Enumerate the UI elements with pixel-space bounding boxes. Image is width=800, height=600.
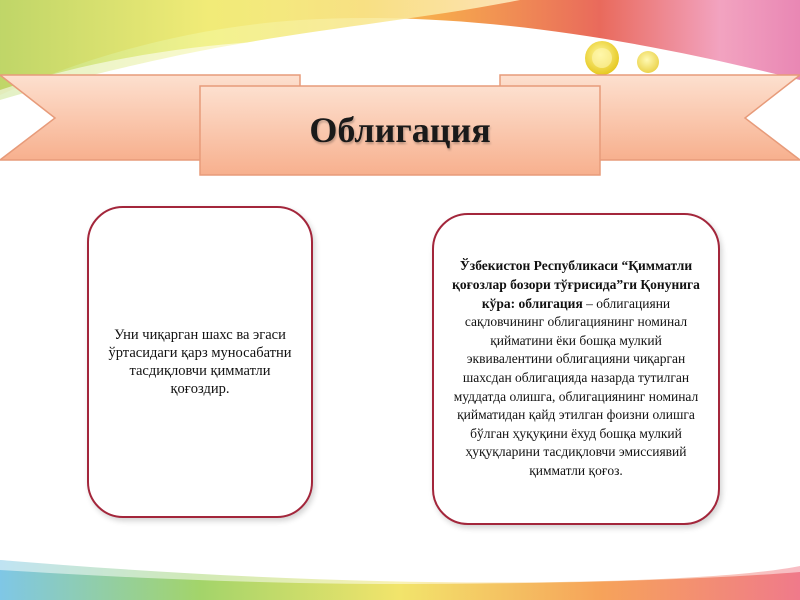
left-card-text: Уни чиқарган шахс ва эгаси ўртасидаги қарз муносабатни тасдиқловчи қимматли қоғоздир. (108, 327, 292, 397)
definition-card-left (87, 206, 313, 518)
slide-title: Облигация (309, 110, 491, 150)
definition-card-right (432, 213, 720, 525)
right-card-bold-text: Ўзбекистон Республикаси “Қимматли қоғозлар бозори тўғрисида”ги Қонунига кўра: облигация (452, 258, 700, 311)
right-card-content (448, 257, 704, 480)
right-card-text: – облигацияни сақловчининг облигациянинг номинал қийматини ёки бошқа мулкий эквивалентини облигацияни чиқарган шахсдан облигацияда назарда тутилган муддатда олишга, облигациянинг номинал қийматидан қайд этилган фоизни олишга бўлган ҳуқуқини ёхуд бошқа мулкий ҳуқуқларини тасдиқловчи эмиссиявий қимматли қоғоз. (453, 295, 699, 478)
